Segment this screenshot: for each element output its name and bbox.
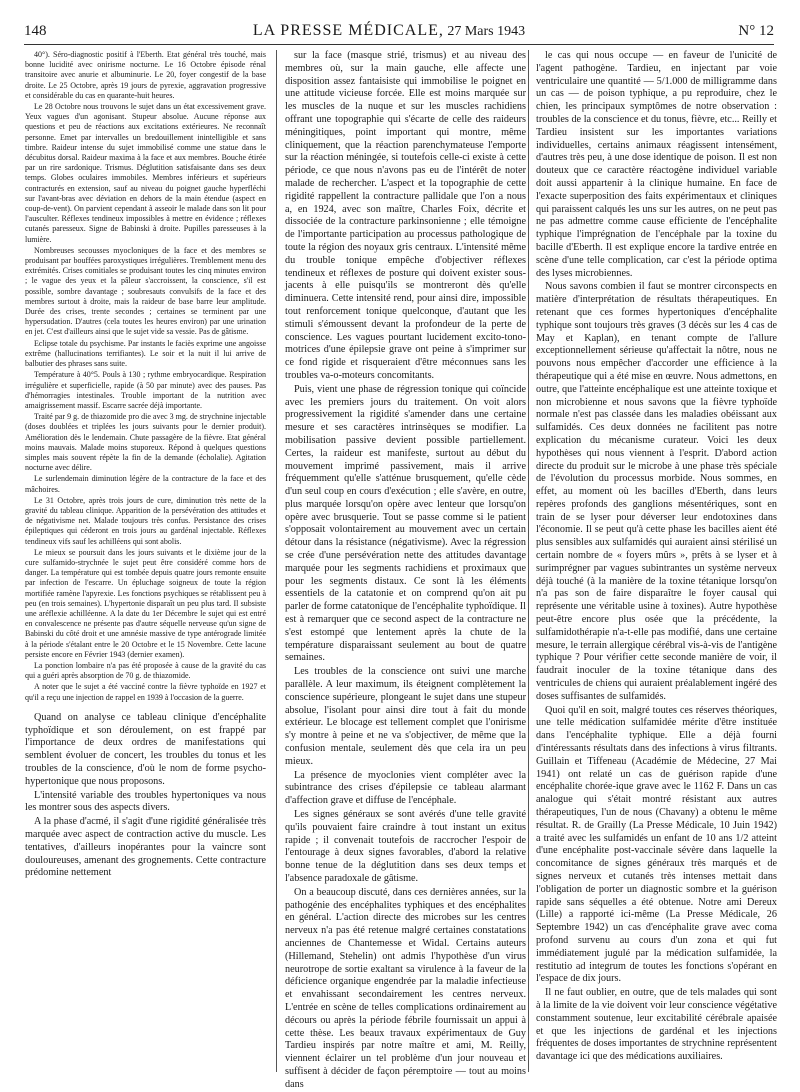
column-1 <box>25 50 266 1072</box>
body-paragraph: sur la face (masque strié, trismus) et au niveau des membres où, sur la main gauche, elle affecte une disposition assez fantaisiste qui immobilise le poignet en une attitude vicieuse forcée. Elle est moins marquée sur les muscles de la nuque et sur les muscles rachidiens offrant une topographie qui s'écarte de celle des raideurs méningitiques, point important qui montre, même cliniquement, que la réaction parenchymateuse l'emporte sur la réaction méningée, si toutefois celle-ci existe à cette période, ce que nous n'avons pas eu de l'intérêt de noter malade de rechercher. L'aspect et la topographie de cette rigidité rappellent la contracture pallidale que l'on a nous a, en 1924, avec son maître, Charles Foix, décrite et dissociée de la contracture parkinsonienne ; elle témoigne de l'importante participation au processus pathologique de toute la région des noyaux gris centraux. L'intensité même du trouble tonique empêche d'objectiver réflexes tendineux et réflexes de posture qui doivent exister sous-jacents à elle puisqu'ils se montreront dès qu'elle diminuera. Cette intensité rend, pour ainsi dire, impossible tout renforcement tonique quelconque, d'autant que les stimuli s'émoussent devant la profondeur de la perte de conscience. Les vagues pourtant lucidement excito-tono-motrices d'une épilepsie grave ont peine à s'imprimer sur ce fond rigide et risqueraient d'être méconnues sans les troubles va-o-moteurs concomitants. <box>285 50 526 381</box>
journal-title <box>64 22 714 40</box>
body-paragraph: Quoi qu'il en soit, malgré toutes ces réserves théoriques, une telle médication sulfamidée mérite d'être instituée dans l'encéphalite typhique. Elle a déjà fourni d'intéressants résultats dans des infections à virus filtrants. Guillain et Tiffeneau (Académie de Médecine, 27 Mai 1941) ont relaté un cas de guérison rapide d'une encéphalite chorée-ique grave avec le 1162 F. Dans un cas analogue qui s'était montré résistant aux autres thérapeutiques, l'un de nous (Chavany) a obtenu le même résultat. R. de Grailly (La Presse Médicale, 10 Juin 1942) a traité avec les sulfamidés un enfant de 10 ans 1/2 atteint d'une encéphalite post-vaccinale sévère dans laquelle la concomitance de signes généraux très marqués et de signes nerveux et cutanés très intenses mettait dans l'obligation de porter un diagnostic sombre et la guérison rapide sans séquelles a été obtenue. Notre ami Dereux (Lille) a rapporté ici-même (La Presse Médicale, 26 Septembre 1942) un cas d'encéphalite grave avec coma profond survenu au cours d'un zona et qui fut immédiatement jugulé par la médication sulfamidée, la restitutio ad integrum de toutes les fonctions s'opérant en l'espace de dix jours. <box>536 704 777 985</box>
page-header <box>24 22 774 42</box>
case-paragraph: La ponction lombaire n'a pas été proposée à cause de la gravité du cas qui a guéri après absorption de 70 g. de thiazomide. <box>25 660 266 681</box>
case-paragraph: Température à 40°5. Pouls à 130 ; rythme embryocardique. Respiration irrégulière et superficielle, rapide (à 50 par minute) avec des pauses. Pas d'hémorragies intestinales. Trouble important de la nutrition avec amaigrissement massif. Escarre sacrée déjà importante. <box>25 370 266 410</box>
issue-number: N° 12 <box>738 23 774 39</box>
header-rule <box>24 44 774 45</box>
case-paragraph: Traité par 9 g. de thiazomide pro die avec 3 mg. de strychnine injectable (doses doublées et triplées les jours suivants pour le dernier produit). Amélioration dès le lendemain. Chute passagère de la fièvre. Etat général moins mauvais. Malade moins stuporeux. Répond à quelques questions simples mais souvent répète la fin de la demande (écholalie). Agitation nocturne avec délire. <box>25 412 266 473</box>
journal-name: LA PRESSE MÉDICALE, <box>252 22 444 39</box>
page-number: 148 <box>24 23 47 39</box>
body-paragraph: le cas qui nous occupe — en faveur de l'unicité de l'agent pathogène. Tardieu, en injectant par voie ventriculaire une quantité — 5/1.000 de milligramme dans un cas — de poison typhique, a pu reproduire, chez le chien, les principaux symptômes de notre observation : troubles de la conscience et du tonus, fièvre, etc... Reilly et Tardieu insistent sur les importantes variations individuelles, certains animaux réagissent intensément, d'autres très peu, à une dose identique de poison. Il est non douteux que ce caractère réactogène individuel variable doit aussi appartenir à la clinique humaine. En face de l'exacte superposition des faits expérimentaux et cliniques qui paraissent calqués les uns sur les autres, on ne peut pas ne pas admettre comme cause efficiente de l'encéphalite typhique l'imprégnation de l'encéphale par la toxine du bacille d'Eberth. Il est explique encore la tardive entrée en scène d'une telle complication, car c'est la période optima des lyses microbiennes. <box>536 50 777 279</box>
body-paragraph: On a beaucoup discuté, dans ces dernières années, sur la pathogénie des encéphalites typhiques et des encéphalites en général. L'action directe des microbes sur les centres nerveux n'a pas été retenue malgré certaines constatations anciennes de Chantemesse et Widal. Certains auteurs (Hillemand, Stehelin) ont admis l'hypothèse d'un virus neurotrope de sortie exaltant sa virulence à la faveur de la déficience organique engendrée par la maladie infectieuse et envahissant secondairement les centres nerveux. L'entrée en scène de telles complications ordinairement au décours ou après la période fébrile fournissait un appui à cette thèse. Les beaux travaux expérimentaux de Guy Tardieu inspirés par notre maître et ami, M. Reilly, viennent éclairer un tel problème d'un jour nouveau et suffisent à décider de façon péremptoire — tout au moins dans <box>285 886 526 1090</box>
body-paragraph: Les troubles de la conscience ont suivi une marche parallèle. A leur maximum, ils éteignent complètement la conscience supérieure, plongeant le sujet dans une stupeur absolue, l'isolant pour ainsi dire tout à fait du monde extérieur. Le blocage est tellement complet que l'onirisme s'y montre à peine et ne va s'objectiver, de même que la confusion mentale, seulement dès que cela ira un peu mieux. <box>285 666 526 767</box>
issue-date: 27 Mars 1943 <box>443 24 526 39</box>
body-paragraph: A la phase d'acmé, il s'agit d'une rigidité généralisée très marquée avec aspect de contraction active du muscle. Les tentatives, d'ailleurs inopérantes pour la vaincre sont douloureuses, amenant des grognements. Cette contracture prédomine nettement <box>25 816 266 879</box>
case-paragraph: Eclipse totale du psychisme. Par instants le faciès exprime une angoisse extrême (hallucinations terrifiantes). Le soir et la nuit il lui arrive de balbutier des phrases sans suite. <box>25 338 266 369</box>
body-paragraph: La présence de myoclonies vient compléter avec la subintrance des crises d'épilepsie ce tableau alarmant d'affection grave et diffuse de l'encéphale. <box>285 769 526 807</box>
body-paragraph: Nous savons combien il faut se montrer circonspects en matière d'interprétation de résultats thérapeutiques. En retenant que ces formes hypertoniques d'encéphalite typhique sont toujours très graves (3 décès sur les 4 cas de May et Kaplan), en tenant compte de l'allure exceptionnellement sérieuse qu'affectait la nôtre, nous ne pouvons nous empêcher d'accorder une efficience à la thérapeutique qui a été mise en œuvre. Nous admettons, en outre, que l'atteinte encéphalique est une atteinte toxique et non microbienne et nous savons que la fièvre typhoïde normale n'est pas classée dans les maladies obéissant aux sulfamidés. Ces deux données ne facilitent pas notre explication du mécanisme curateur. Voici les deux hypothèses qui nous viennent à l'esprit. D'abord action directe du produit sur le microbe à une phase très spéciale de l'évolution du processus morbide. Nous sommes, en effet, au moment où les bacilles d'Eberth, dans leurs repères profonds des ganglions mésentériques, sont en train de se lyser pour déverser leur endotoxines dans l'économie. Il se peut qu'à cette phase les bacilles aient été plus sensibles aux sulfamidés qui auraient ainsi stérilisé un certain nombre de « foyers mûrs », prêts à se lyser et à surimprégner par vagues subintrantes un système nerveux déjà touché (à la manière de la toxine tétanique lorsqu'on n'a pas son de faire disparaître le foyer causal qui représente une véritable usine à toxines). Autre hypothèse peut-être encore plus osée que la précédente, la sulfamidothérapie n'a-t-elle pas modifié, dans une certaine mesure, le terrain allergique cérébral vis-à-vis de l'antigène typhique ? Pour vérifier cette seconde manière de voir, il faudrait inoculer de la toxine tétanique dans des ventricules de chiens qui auraient préalablement ingéré des doses suffisantes de sulfamidés. <box>536 281 777 702</box>
case-paragraph: Le 31 Octobre, après trois jours de cure, diminution très nette de la gravité du tableau clinique. Apparition de la persévération des attitudes et de négativisme net. Malade toujours très confus. Persistance des crises épileptiques qui céderont en trois jours au gardénal injectable. Réflexes tendineux vifs sauf les achilléens qui sont abolis. <box>25 495 266 546</box>
body-paragraph: Puis, vient une phase de régression tonique qui coïncide avec les premiers jours du traitement. On voit alors progressivement la rigidité s'amender dans une certaine mesure et ses caractères intrinsèques se modifier. La mobilisation passive devient possible partiellement. Certes, la raideur est manifeste, surtout au début du mouvement imprimé passivement, mais il arrive fréquemment qu'elle s'atténue brusquement, qu'elle cède d'un seul coup en cours d'exécution ; elle s'avère, en outre, plus marquée lorsqu'on opère avec lenteur que lorsqu'on opère avec brusquerie. Tout se passe comme si le patient s'opposait volontairement au mouvement avec un certain détour dans la résistance (négativisme). Avec la régression se crée d'une persévération nette des attitudes davantage marquée pour les segments rachidiens et proximaux que pour les segments distaux. Ce sont là les éléments essentiels de la catatonie et on comprend qu'on ait pu parler de forme catatonique de l'encéphalite typhoïdique. Il est à remarquer que ce second aspect de la contracture ne s'est estompé que lentement après la chute de la température disparaissant seulement au bout de quatre semaines. <box>285 383 526 664</box>
case-paragraph: A noter que le sujet a été vacciné contre la fièvre typhoïde en 1927 et qu'il a reçu une injection de rappel en 1939 à l'occasion de la guerre. <box>25 682 266 702</box>
body-paragraph: Les signes généraux se sont avérés d'une telle gravité qu'ils pouvaient faire craindre à tout instant un exitus rapide ; il convenait toutefois de raccrocher l'espoir de l'entourage à deux signes favorables, d'abord la relative bonne tenue de la déglutition dans ses deux temps et l'absence paradoxale de gâtisme. <box>285 809 526 884</box>
case-paragraph: Le surlendemain diminution légère de la contracture de la face et des mâchoires. <box>25 474 266 494</box>
column-3 <box>536 50 777 1072</box>
body-paragraph: Il ne faut oublier, en outre, que de tels malades qui sont à la limite de la vie doivent voir leur conscience végétative constamment soutenue, leur excitabilité cérébrale apaisée et que les injections de gardénal et les injections fréquentes de doses importantes de strychnine représentent davantage ici que des médications auxiliaires. <box>536 987 777 1063</box>
case-paragraph: Le mieux se poursuit dans les jours suivants et le dixième jour de la cure sulfamido-strychnée le sujet peut être considéré comme hors de danger. La température qui est tombée depuis quatre jours remonte ensuite par infection de l'escarre. Un épluchage soigneux de toute la région mortifiée ramène l'apyrexie. Les fonctions psychiques se rétablissent peu à peu (en trois semaines). L'hypertonie disparaît un peu plus tard. Il subsiste une aréflexie achilléenne. A la date du 1er Décembre le sujet qui est entré en convalescence ne présente pas d'autre séquelle nerveuse qu'un signe de Babinski du côté droit et une amnésie massive de type antérograde limitée à la période s'étalant entre le 20 Octobre et le 15 Novembre. Cette lacune persiste encore en Février 1943 (dernier examen). <box>25 547 266 659</box>
case-paragraph: Nombreuses secousses myocloniques de la face et des membres se produisant par bouffées paroxystiques irrégulières. Tremblement menu des extrémités. Crises comitiales se produisant toutes les cinq minutes environ ; le vague des yeux et la pâleur s'accroissent, la conscience, s'il est possible, sombre davantage ; soubresauts convulsifs de la face et des membres surtout à droite, mais la raideur de base barre leur amplitude. Durée des crises, trente secondes ; certaines se terminent par une hypersudation. D'autres (cela toutes les heures environ) par une urination en jet. C'est d'ailleurs ainsi que le sujet vide sa vessie. Pas de gâtisme. <box>25 245 266 337</box>
body-paragraph: L'intensité variable des troubles hypertoniques va nous les montrer sous des aspects divers. <box>25 789 266 814</box>
column-divider-2 <box>528 50 529 1072</box>
column-2 <box>285 50 526 1090</box>
column-divider-1 <box>276 50 277 1072</box>
case-paragraph: 40°). Séro-diagnostic positif à l'Eberth. Etat général très touché, mais bonne lucidité avec onirisme nocturne. Le 16 Octobre épisode rénal transitoire avec anurie et albuminurie. Le 20, foyer congestif de la base droite. Le 25 Octobre, après 19 jours de pyrexie, aggravation progressive et considérable du cas en quarante-huit heures. <box>25 50 266 100</box>
case-paragraph: Le 28 Octobre nous trouvons le sujet dans un état excessivement grave. Yeux vagues d'un agonisant. Stupeur absolue. Aucune réponse aux questions et peu de réactions aux excitations extérieures. Ne reconnaît personne. Emet par intervalles un bredouillement inintelligible et sans timbre. Raideur intense du sujet immobilisé comme une statue dans le décubitus dorsal. Raideur maxima à la face et aux membres. Bouche étirée par un rire sardonique. Trismus. Déglutition satisfaisante dans ses deux temps. Globes oculaires immobiles. Membres inférieurs et supérieurs contracturés en extension, sauf au niveau du poignet gauche hyperfléchi sur l'avant-bras avec déviation en dehors de la main étendue (aspect en coup-de-vent). On parvient cependant à asseoir le malade dans son lit pour l'ausculter. Réflexes tendineux impossibles à mettre en évidence ; réflexes cutanés paresseux. Signe de Babinski à droite. Pupilles paresseuses à la lumière. <box>25 102 266 244</box>
body-paragraph: Quand on analyse ce tableau clinique d'encéphalite typhoïdique et son déroulement, on est frappé par l'importance de deux ordres de manifestations qui semblent évoluer de concert, les troubles du tonus et les troubles de la conscience, d'où le nom de forme psycho-hypertonique que nous proposons. <box>25 711 266 787</box>
